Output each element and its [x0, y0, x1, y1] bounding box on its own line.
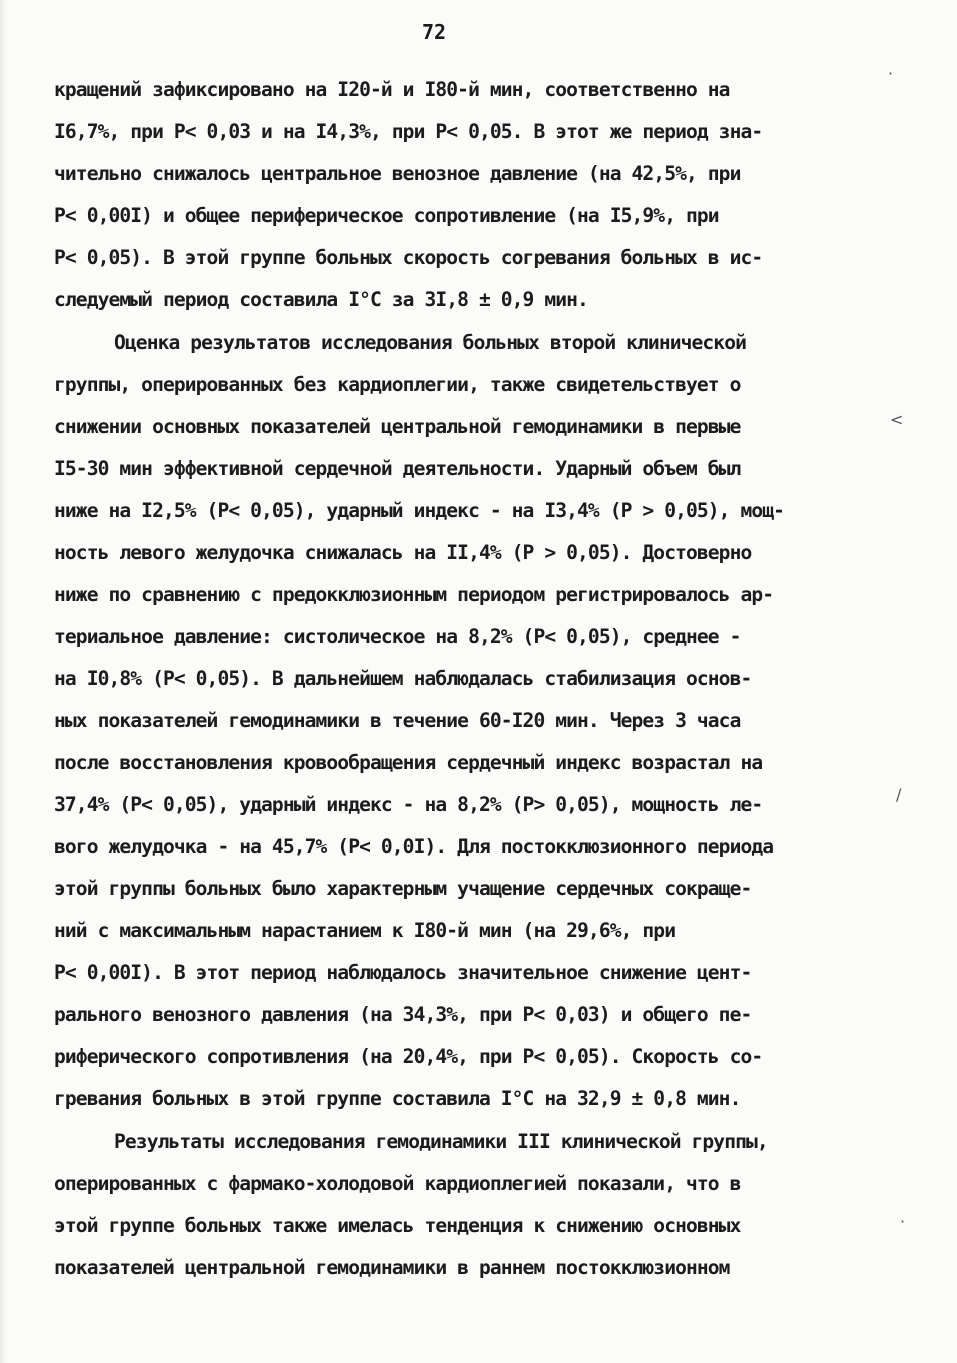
scan-speck: ·: [900, 1212, 906, 1231]
paragraph-first-line: Оценка результатов исследования больных второй клинической: [114, 331, 746, 354]
text-line: териальное давление: систолическое на 8,2% (P< 0,05), среднее -: [54, 625, 741, 648]
text-line: ность левого желудочка снижалась на II,4% (P > 0,05). Достоверно: [54, 541, 752, 564]
text-line: риферического сопротивления (на 20,4%, при P< 0,05). Скорость со-: [54, 1045, 763, 1068]
text-line: следуемый период составила I°C за 3I,8 ± 0,9 мин.: [54, 288, 588, 311]
text-line: снижении основных показателей центральной гемодинамики в первые: [54, 415, 741, 438]
text-line: вого желудочка - на 45,7% (P< 0,0I). Для постокклюзионного периода: [54, 835, 774, 858]
margin-mark: /: [896, 785, 902, 804]
text-line: этой группе больных также имелась тенденция к снижению основных: [54, 1214, 741, 1237]
text-line: показателей центральной гемодинамики в раннем постокклюзионном: [54, 1256, 730, 1279]
text-line: гревания больных в этой группе составила I°C на 32,9 ± 0,8 мин.: [54, 1087, 741, 1110]
text-line: ниже на I2,5% (P< 0,05), ударный индекс - на I3,4% (P > 0,05), мощ-: [54, 499, 785, 522]
text-line: P< 0,05). В этой группе больных скорость согревания больных в ис-: [54, 246, 763, 269]
text-line: на I0,8% (P< 0,05). В дальнейшем наблюдалась стабилизация основ-: [54, 667, 752, 690]
text-line: ниже по сравнению с предокклюзионным периодом регистрировалось ар-: [54, 583, 774, 606]
text-line: чительно снижалось центральное венозное давление (на 42,5%, при: [54, 162, 741, 185]
text-line: ний с максимальным нарастанием к I80-й мин (на 29,6%, при: [54, 919, 676, 942]
text-line: после восстановления кровообращения сердечный индекс возрастал на: [54, 751, 763, 774]
text-line: группы, оперированных без кардиоплегии, также свидетельствует о: [54, 373, 741, 396]
text-line: оперированных с фармако-холодовой кардиоплегией показали, что в: [54, 1172, 741, 1195]
margin-mark: <: [890, 410, 904, 429]
text-line: рального венозного давления (на 34,3%, при P< 0,03) и общего пе-: [54, 1003, 752, 1026]
text-line: этой группы больных было характерным учащение сердечных сокраще-: [54, 877, 752, 900]
text-line: P< 0,00I). В этот период наблюдалось значительное снижение цент-: [54, 961, 752, 984]
text-line: 37,4% (P< 0,05), ударный индекс - на 8,2% (P> 0,05), мощность ле-: [54, 793, 763, 816]
paragraph-first-line: Результаты исследования гемодинамики III клинической группы,: [114, 1130, 768, 1153]
text-line: I6,7%, при P< 0,03 и на I4,3%, при P< 0,05. В этот же период зна-: [54, 120, 763, 143]
text-line: ных показателей гемодинамики в течение 60-I20 мин. Через 3 часа: [54, 709, 741, 732]
text-line: кращений зафиксировано на I20-й и I80-й мин, соответственно на: [54, 78, 730, 101]
page-edge-shade: [0, 0, 6, 1363]
text-line: P< 0,00I) и общее периферическое сопротивление (на I5,9%, при: [54, 204, 719, 227]
scan-speck: ·: [888, 64, 894, 83]
page-number: 72: [421, 20, 447, 44]
text-line: I5-30 мин эффективной сердечной деятельности. Ударный объем был: [54, 457, 741, 480]
